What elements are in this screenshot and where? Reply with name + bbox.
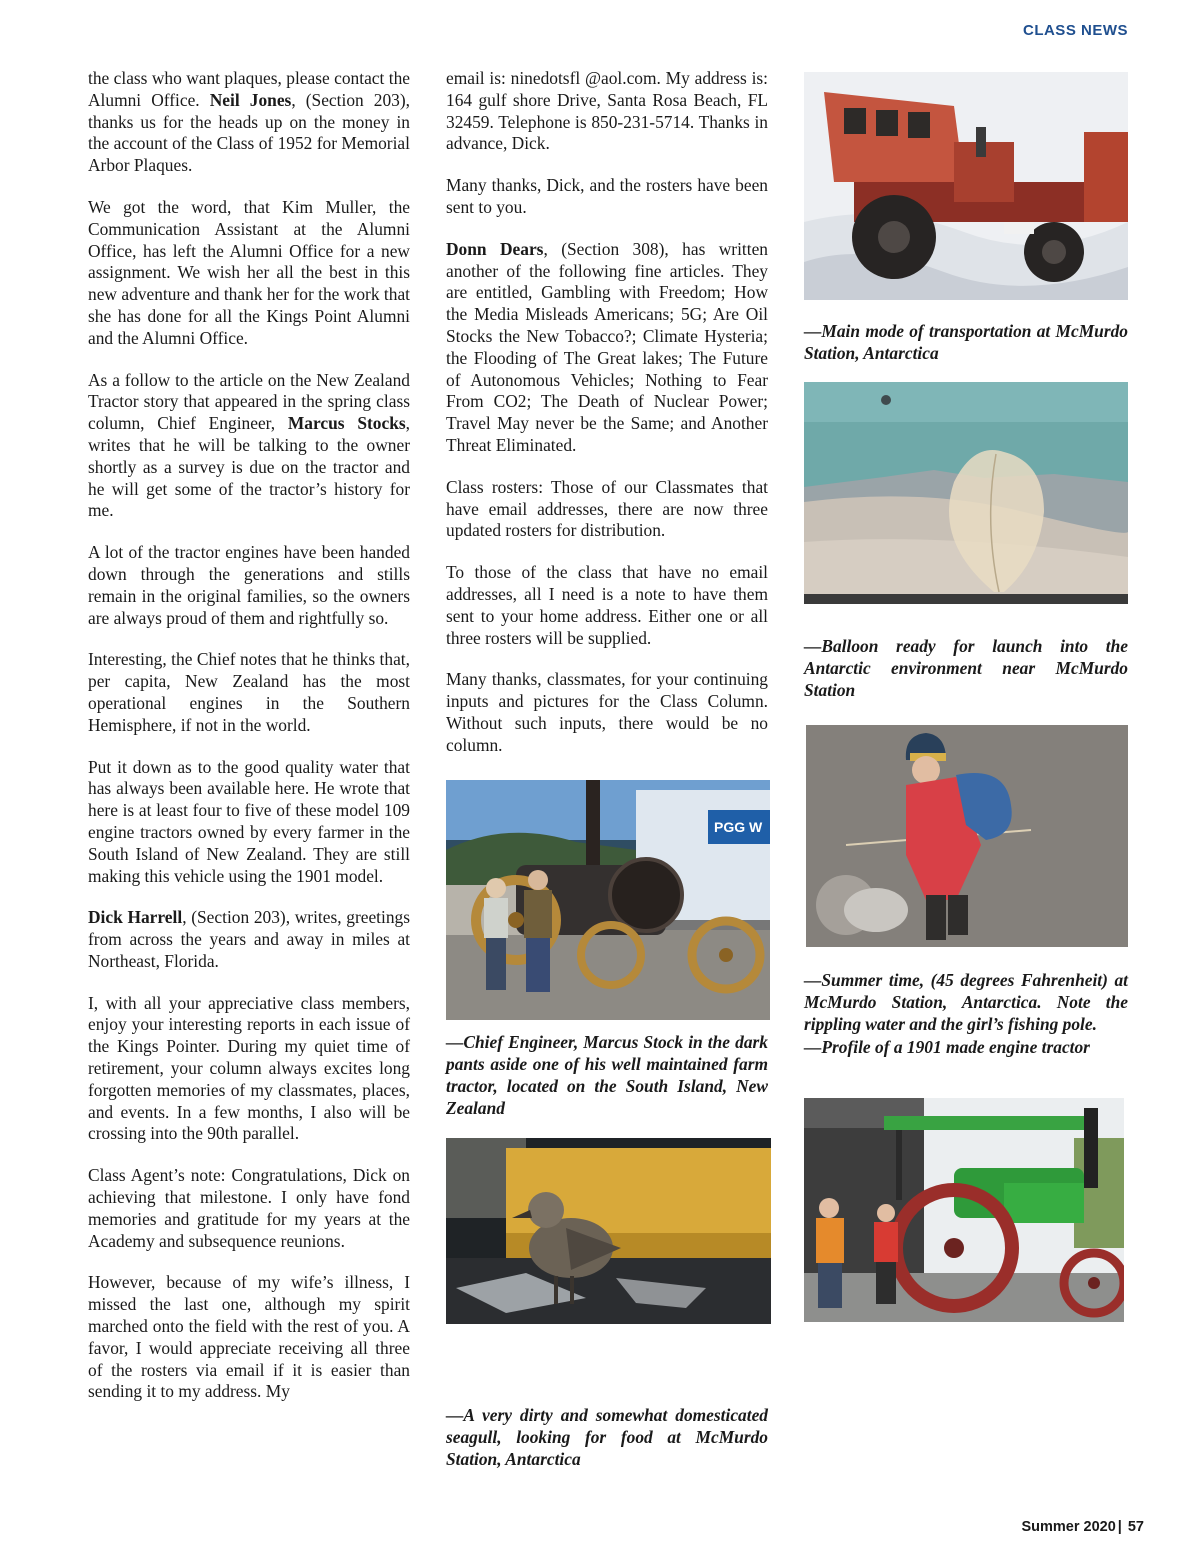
- caption-nz-tractor: —Chief Engineer, Marcus Stock in the dark pants aside one of his well maintained farm tractor, located on the South Island, New Zealand: [446, 1032, 768, 1118]
- paragraph: Class rosters: Those of our Classmates that have email addresses, there are now three updated rosters for distribution.: [446, 476, 768, 541]
- paragraph: Put it down as to the good quality water that has always been available here. He wrote that here is at least four to five of these model 109 engine tractors owned by every farmer in the South Island of New Zealand. They are still making this vehicle using the 1901 model.: [88, 756, 410, 886]
- page-number: 57: [1127, 1519, 1144, 1535]
- classmate-name: Dick Harrell: [88, 907, 183, 928]
- paragraph: Interesting, the Chief notes that he thinks that, per capita, New Zealand has the most operational engines in the Southern Hemisphere, if not in the world.: [88, 649, 410, 735]
- paragraph: I, with all your appreciative class members, enjoy your interesting reports in each issue of the Kings Pointer. During my quiet time of retirement, your column always excites long forgotten memories of my classmates, places, and events. In a few months, I also will be crossing into the 90th parallel.: [88, 992, 410, 1144]
- paragraph: the class who want plaques, please contact the Alumni Office. Neil Jones, (Section 203), thanks us for the heads up on the money in the account of the Class of 1952 for Memorial Arbor Plaques.: [88, 68, 411, 176]
- paragraph: Class Agent’s note: Congratulations, Dick on achieving that milestone. I only have fond memories and gratitude for my years at the Academy and subsequence reunions.: [88, 1165, 410, 1251]
- caption-summer: —Summer time, (45 degrees Fahrenheit) at McMurdo Station, Antarctica. Note the rippling water and the girl’s fishing pole.: [804, 970, 1128, 1034]
- paragraph: However, because of my wife’s illness, I missed the last one, although my spirit marched onto the field with the rest of you. A favor, I would appreciate receiving all three of the rosters via email if it is easier than sending it to my address. My: [88, 1272, 410, 1402]
- paragraph: email is: ninedotsfl @aol.com. My address is: 164 gulf shore Drive, Santa Rosa Beach, FL 32459. Telephone is 850-231-5714. Thanks in advance, Dick.: [446, 68, 768, 154]
- issue-label: Summer 2020: [1021, 1519, 1116, 1535]
- sign-text: PGG W: [714, 819, 763, 835]
- text-column-1: [88, 68, 410, 1423]
- paragraph: As a follow to the article on the New Zealand Tractor story that appeared in the spring class column, Chief Engineer, Marcus Stocks, writes that he will be talking to the owner shortly as a survey is due on the tractor and he will get some of the tractor’s history for me.: [88, 369, 410, 521]
- page-footer: [1021, 1519, 1144, 1535]
- photo-seagull: [446, 1138, 771, 1324]
- photo-engine-tractor-profile: [804, 1098, 1124, 1322]
- caption-transport: —Main mode of transportation at McMurdo Station, Antarctica: [804, 321, 1128, 363]
- classmate-name: Donn Dears: [446, 238, 544, 259]
- classmate-name: Marcus Stocks: [287, 413, 406, 434]
- paragraph: To those of the class that have no email addresses, all I need is a note to have them sent to your home address. Either one or all three rosters will be supplied.: [446, 562, 768, 648]
- caption-balloon: —Balloon ready for launch into the Antarctic environment near McMurdo Station: [804, 636, 1128, 700]
- photo-summer-time: [806, 725, 1128, 947]
- paragraph: Many thanks, Dick, and the rosters have been sent to you.: [446, 175, 768, 217]
- paragraph: Many thanks, classmates, for your continuing inputs and pictures for the Class Column. Without such inputs, there would be no column.: [446, 669, 768, 755]
- photo-balloon: [804, 382, 1128, 604]
- paragraph: A lot of the tractor engines have been handed down through the generations and stills remain in the original families, so the owners are always proud of them and rightfully so.: [88, 542, 410, 628]
- caption-seagull: —A very dirty and somewhat domesticated seagull, looking for food at McMurdo Station, Antarctica: [446, 1405, 768, 1469]
- photo-transport-vehicle: [804, 72, 1128, 300]
- paragraph: Donn Dears, (Section 308), has written another of the following fine articles. They are entitled, Gambling with Freedom; How the Media Misleads Americans; 5G; Are Oil Stocks the New Tobacco?; Climate Hysteria; the Flooding of The Great lakes; The Future of Autonomous Vehicles; Nothing to Fear From CO2; The Death of Nuclear Power; Travel May never be the Same; and Another Threat Eliminated.: [446, 238, 768, 455]
- photo-nz-tractor: [446, 780, 770, 1020]
- footer-separator: |: [1117, 1519, 1122, 1535]
- paragraph: Dick Harrell, (Section 203), writes, greetings from across the years and away in miles at Northeast, Florida.: [88, 907, 410, 971]
- paragraph: We got the word, that Kim Muller, the Communication Assistant at the Alumni Office, has left the Alumni Office for a new assignment. We wish her all the best in this new adventure and thank her for the work that she has done for all the Kings Point Alumni and the Alumni Office.: [88, 196, 410, 348]
- text-column-2: [446, 68, 768, 777]
- caption-profile: —Profile of a 1901 made engine tractor: [804, 1037, 1090, 1057]
- section-header: CLASS NEWS: [1022, 22, 1128, 39]
- classmate-name: Neil Jones: [209, 89, 292, 110]
